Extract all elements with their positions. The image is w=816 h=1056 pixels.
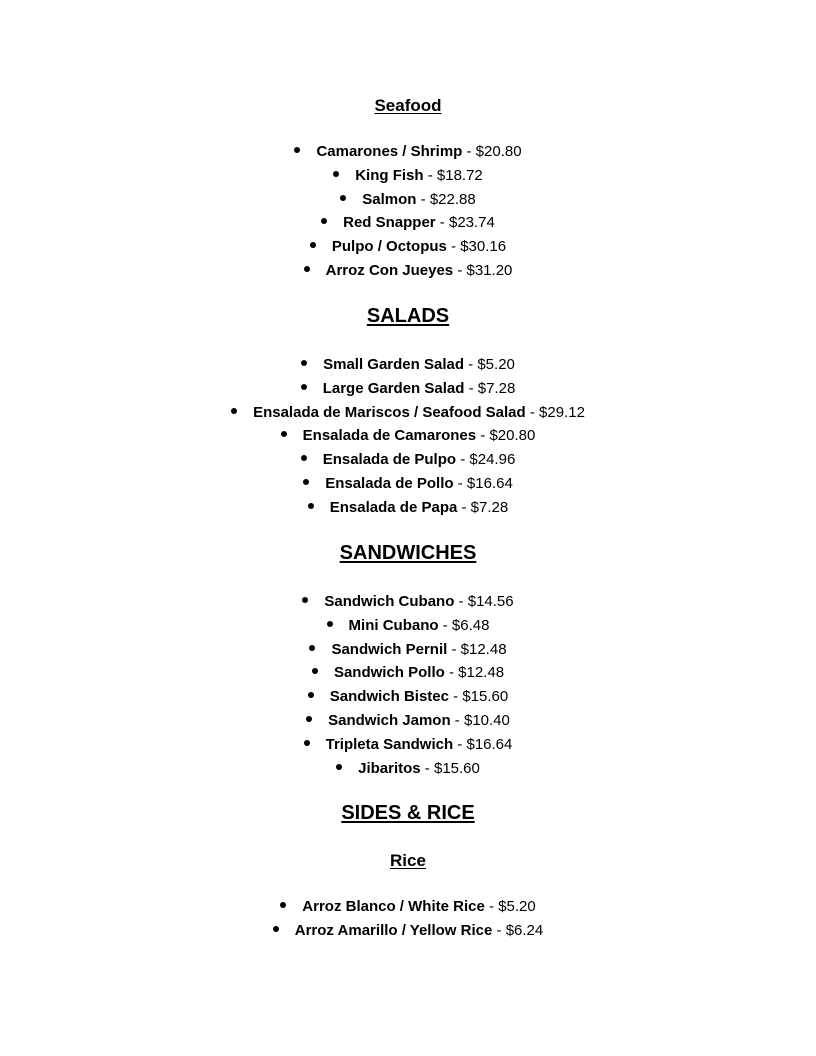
item-price: $18.72 <box>436 166 483 184</box>
item-price: $12.48 <box>458 664 505 682</box>
list-item <box>0 424 816 448</box>
item-name: Large Garden Salad <box>322 379 465 397</box>
item-name: Sandwich Pernil <box>331 640 448 658</box>
item-name: Sandwich Jamon <box>328 711 451 729</box>
separator: - <box>448 688 463 706</box>
item-price: $6.24 <box>505 921 544 939</box>
item-price: $14.56 <box>467 593 514 610</box>
item-price: $10.40 <box>463 711 510 729</box>
separator: - <box>453 474 467 492</box>
item-name: Ensalada de Mariscos / Seafood Salad <box>253 403 526 421</box>
section-title-seafood: Seafood <box>374 96 442 115</box>
section-title-sandwiches: SANDWICHES <box>339 542 477 564</box>
separator: - <box>423 166 437 184</box>
item-name: Mini Cubano <box>348 616 439 634</box>
item-price: $5.20 <box>477 356 515 373</box>
separator: - <box>464 356 478 373</box>
bullet-icon <box>281 431 287 437</box>
bullet-icon <box>301 360 307 366</box>
bullet-icon <box>304 740 310 746</box>
list-item <box>0 353 816 377</box>
list-item <box>0 448 816 472</box>
item-name: Arroz Blanco / White Rice <box>302 898 485 915</box>
separator: - <box>446 238 461 256</box>
bullet-icon <box>309 645 315 651</box>
seafood-list <box>0 140 816 283</box>
item-name: Ensalada de Pollo <box>325 474 454 492</box>
item-price: $20.80 <box>475 143 522 160</box>
separator: - <box>450 711 464 729</box>
bullet-icon <box>327 621 333 627</box>
rice-list <box>0 895 816 943</box>
list-item <box>0 757 816 781</box>
item-price: $29.12 <box>539 403 585 421</box>
item-name: Ensalada de Papa <box>329 498 458 516</box>
salads-list <box>0 353 816 520</box>
bullet-icon <box>273 926 279 932</box>
separator: - <box>456 451 470 469</box>
separator: - <box>453 735 467 753</box>
item-price: $15.60 <box>462 688 509 706</box>
bullet-icon <box>301 455 307 461</box>
item-name: Arroz Amarillo / Yellow Rice <box>294 921 493 939</box>
item-name: Red Snapper <box>343 214 436 232</box>
item-name: Ensalada de Camarones <box>302 427 477 445</box>
item-price: $24.96 <box>469 451 516 469</box>
separator: - <box>525 403 540 421</box>
separator: - <box>416 190 430 208</box>
bullet-icon <box>333 171 339 177</box>
list-item <box>0 235 816 259</box>
separator: - <box>457 498 471 516</box>
bullet-icon <box>231 408 237 414</box>
list-item <box>0 211 816 235</box>
separator: - <box>420 759 434 777</box>
bullet-icon <box>301 384 307 390</box>
list-item <box>0 259 816 283</box>
list-item <box>0 614 816 638</box>
item-price: $16.64 <box>466 735 513 753</box>
list-item <box>0 919 816 943</box>
item-price: $12.48 <box>460 640 507 658</box>
section-title-rice: Rice <box>390 851 426 870</box>
list-item <box>0 140 816 164</box>
item-name: Sandwich Bistec <box>329 688 449 706</box>
separator: - <box>462 143 476 160</box>
separator: - <box>476 427 490 445</box>
item-price: $22.88 <box>429 190 476 208</box>
separator: - <box>492 921 506 939</box>
item-price: $7.28 <box>477 379 516 397</box>
item-name: Jibaritos <box>358 759 421 777</box>
list-item <box>0 164 816 188</box>
bullet-icon <box>340 195 346 201</box>
bullet-icon <box>303 479 309 485</box>
separator: - <box>453 261 467 279</box>
separator: - <box>454 593 468 610</box>
item-name: Arroz Con Jueyes <box>325 261 454 279</box>
item-name: King Fish <box>355 166 424 184</box>
bullet-icon <box>304 266 310 272</box>
bullet-icon <box>310 242 316 248</box>
sandwiches-list <box>0 590 816 780</box>
item-price: $20.80 <box>489 427 536 445</box>
item-name: Sandwich Pollo <box>333 664 445 682</box>
list-item <box>0 401 816 425</box>
item-price: $30.16 <box>460 238 507 256</box>
item-price: $31.20 <box>466 261 513 279</box>
item-price: $23.74 <box>448 214 495 232</box>
separator: - <box>464 379 478 397</box>
section-title-salads: SALADS <box>366 305 450 327</box>
list-item <box>0 685 816 709</box>
bullet-icon <box>302 597 308 603</box>
bullet-icon <box>308 692 314 698</box>
list-item <box>0 496 816 520</box>
list-item <box>0 188 816 212</box>
item-name: Salmon <box>362 190 417 208</box>
item-price: $5.20 <box>498 898 536 915</box>
bullet-icon <box>308 503 314 509</box>
list-item <box>0 709 816 733</box>
item-price: $16.64 <box>466 474 513 492</box>
item-name: Camarones / Shrimp <box>316 143 463 160</box>
list-item <box>0 590 816 614</box>
bullet-icon <box>321 218 327 224</box>
separator: - <box>484 898 499 915</box>
bullet-icon <box>336 764 342 770</box>
item-name: Sandwich Cubano <box>324 593 455 610</box>
item-name: Ensalada de Pulpo <box>322 451 457 469</box>
separator: - <box>447 640 461 658</box>
list-item <box>0 733 816 757</box>
item-price: $7.28 <box>470 498 509 516</box>
separator: - <box>438 616 452 634</box>
bullet-icon <box>312 668 318 674</box>
separator: - <box>444 664 459 682</box>
item-price: $6.48 <box>451 616 490 634</box>
list-item <box>0 638 816 662</box>
item-name: Pulpo / Octopus <box>331 238 447 256</box>
item-name: Tripleta Sandwich <box>325 735 454 753</box>
bullet-icon <box>280 902 286 908</box>
bullet-icon <box>294 147 300 153</box>
item-price: $15.60 <box>433 759 480 777</box>
separator: - <box>435 214 449 232</box>
list-item <box>0 661 816 685</box>
list-item <box>0 377 816 401</box>
list-item <box>0 895 816 919</box>
list-item <box>0 472 816 496</box>
bullet-icon <box>306 716 312 722</box>
section-title-sides-rice: SIDES & RICE <box>341 802 475 824</box>
item-name: Small Garden Salad <box>323 356 464 373</box>
